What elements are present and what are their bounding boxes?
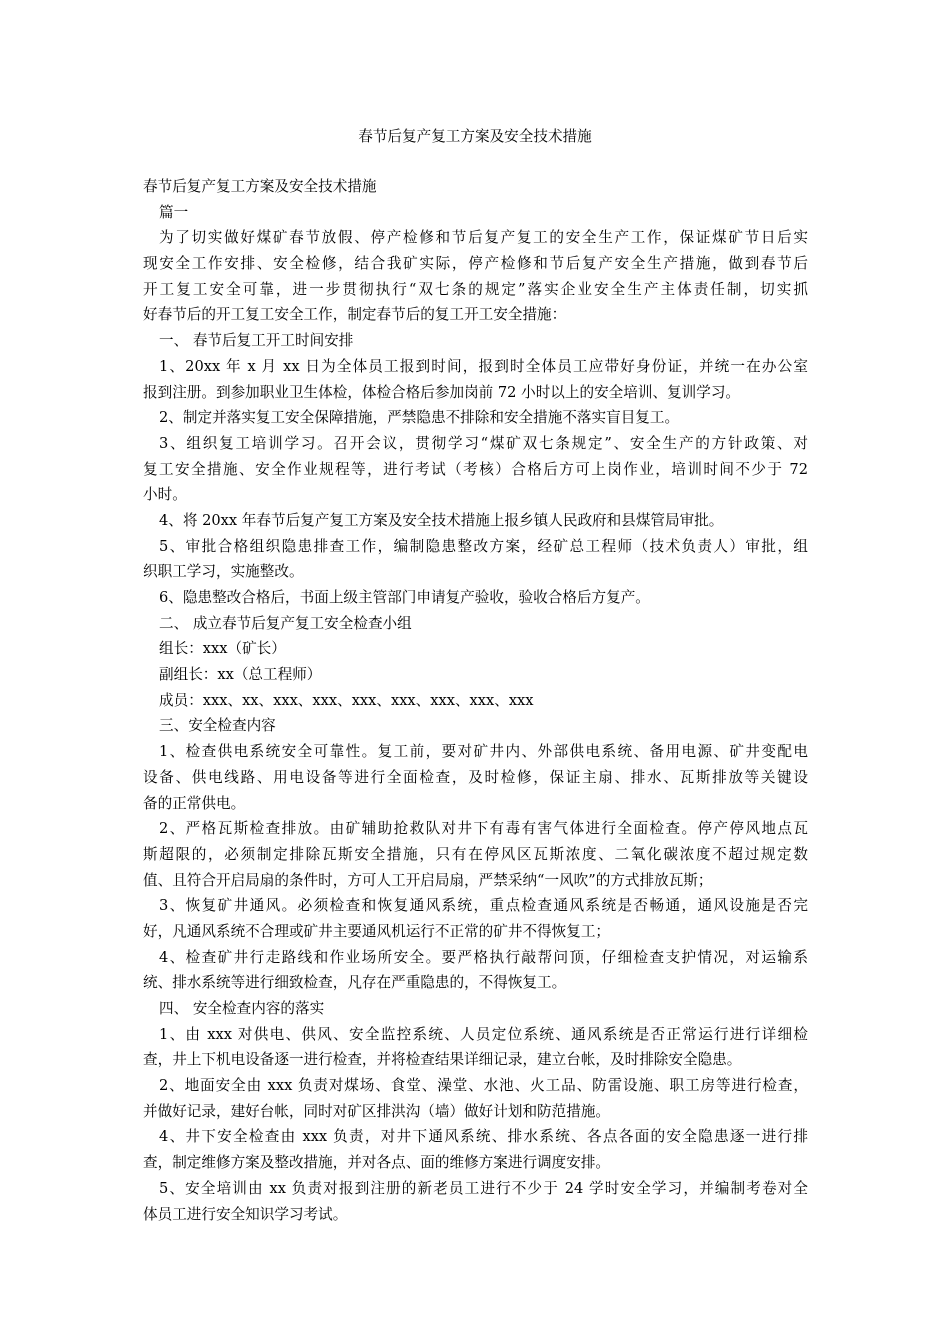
paragraph-line: 体员工进行安全知识学习考试。 (143, 1205, 348, 1223)
paragraph-line: 备的正常供电。 (143, 794, 246, 812)
paragraph-line: 1、由 xxx 对供电、供风、安全监控系统、人员定位系统、通风系统是否正常运行进行详细检 (159, 1025, 808, 1043)
paragraph-line: 1、检查供电系统安全可靠性。复工前，要对矿井内、外部供电系统、备用电源、矿井变配电 (159, 743, 808, 761)
paragraph-line: 篇一 (159, 203, 189, 221)
paragraph-line: 好，凡通风系统不合理或矿井主要通风机运行不正常的矿井不得恢复工； (143, 922, 611, 940)
paragraph-line: 小时。 (143, 486, 187, 504)
paragraph-line: 现安全工作安排、安全检修，结合我矿实际，停产检修和节后复产安全生产措施，做到春节后 (143, 255, 808, 273)
paragraph-line: 5、审批合格组织隐患排查工作，编制隐患整改方案，经矿总工程师（技术负责人）审批，组 (159, 537, 808, 555)
paragraph-line: 值、且符合开启局扇的条件时，方可人工开启局扇，严禁采纳“一风吹”的方式排放瓦斯； (143, 871, 713, 889)
paragraph-line: 好春节后的开工复工安全工作，制定春节后的复工开工安全措施： (143, 306, 567, 324)
paragraph-line: 开工复工安全可靠，进一步贯彻执行“双七条的规定”落实企业安全生产主体责任制，切实抓 (143, 280, 808, 298)
paragraph-line: 5、安全培训由 xx 负责对报到注册的新老员工进行不少于 24 学时安全学习，并编制考卷对全 (159, 1179, 808, 1197)
document-body (143, 174, 808, 1227)
paragraph-line: 斯超限的，必须制定排除瓦斯安全措施，只有在停风区瓦斯浓度、二氧化碳浓度不超过规定数 (143, 845, 808, 863)
paragraph-line: 为了切实做好煤矿春节放假、停产检修和节后复产复工的安全生产工作，保证煤矿节日后实 (159, 229, 808, 247)
paragraph-line: 织职工学习，实施整改。 (143, 563, 304, 581)
paragraph-line: 4、检查矿井行走路线和作业场所安全。要严格执行敲帮问顶，仔细检查支护情况，对运输系 (159, 948, 808, 966)
paragraph-line: 副组长：xx（总工程师） (159, 666, 322, 684)
paragraph-line: 设备、供电线路、用电设备等进行全面检查，及时检修，保证主扇、排水、瓦斯排放等关键设 (143, 768, 808, 786)
paragraph-line: 3、恢复矿井通风。必须检查和恢复通风系统，重点检查通风系统是否畅通，通风设施是否完 (159, 897, 808, 915)
paragraph-line: 三、安全检查内容 (159, 717, 276, 735)
paragraph-line: 成员：xxx、xx、xxx、xxx、xxx、xxx、xxx、xxx、xxx (159, 691, 534, 709)
paragraph-line: 6、隐患整改合格后，书面上级主管部门申请复产验收，验收合格后方复产。 (159, 589, 650, 606)
paragraph-line: 一、 春节后复工开工时间安排 (159, 332, 354, 350)
paragraph-line: 3、组织复工培训学习。召开会议，贯彻学习“煤矿双七条规定”、安全生产的方针政策、对 (159, 434, 808, 452)
paragraph-line: 查，制定维修方案及整改措施，并对各点、面的维修方案进行调度安排。 (143, 1154, 611, 1172)
paragraph-line: 统、排水系统等进行细致检查，凡存在严重隐患的，不得恢复工。 (143, 974, 567, 992)
paragraph-line: 2、制定并落实复工安全保障措施，严禁隐患不排除和安全措施不落实盲目复工。 (159, 409, 680, 427)
paragraph-line: 组长：xxx（矿长） (159, 640, 286, 658)
document-title: 春节后复产复工方案及安全技术措施 (358, 128, 592, 145)
paragraph-line: 4、井下安全检查由 xxx 负责，对井下通风系统、排水系统、各点各面的安全隐患逐一进行排 (159, 1128, 808, 1146)
paragraph-line: 报到注册。到参加职业卫生体检，体检合格后参加岗前 72 小时以上的安全培训、复训学习。 (143, 383, 741, 401)
paragraph-line: 2、地面安全由 xxx 负责对煤场、食堂、澡堂、水池、火工品、防雷设施、职工房等进行检查， (159, 1077, 808, 1095)
paragraph-line: 并做好记录，建好台帐，同时对矿区排洪沟（墙）做好计划和防范措施。 (143, 1102, 611, 1120)
paragraph-line: 4、将 20xx 年春节后复产复工方案及安全技术措施上报乡镇人民政府和县煤管局审批。 (159, 511, 724, 529)
paragraph-line: 春节后复产复工方案及安全技术措施 (143, 178, 377, 195)
paragraph-line: 二、 成立春节后复产复工安全检查小组 (159, 614, 412, 632)
paragraph-line: 1、20xx 年 x 月 xx 日为全体员工报到时间，报到时全体员工应带好身份证，并统一在办公室 (159, 357, 808, 375)
paragraph-line: 查，井上下机电设备逐一进行检查，并将检查结果详细记录，建立台帐，及时排除安全隐患。 (143, 1051, 742, 1069)
paragraph-line: 2、严格瓦斯检查排放。由矿辅助抢救队对井下有毒有害气体进行全面检查。停产停风地点瓦 (159, 820, 808, 838)
paragraph-line: 复工安全措施、安全作业规程等，进行考试（考核）合格后方可上岗作业，培训时间不少于 72 (143, 460, 808, 478)
paragraph-line: 四、 安全检查内容的落实 (159, 1000, 325, 1017)
